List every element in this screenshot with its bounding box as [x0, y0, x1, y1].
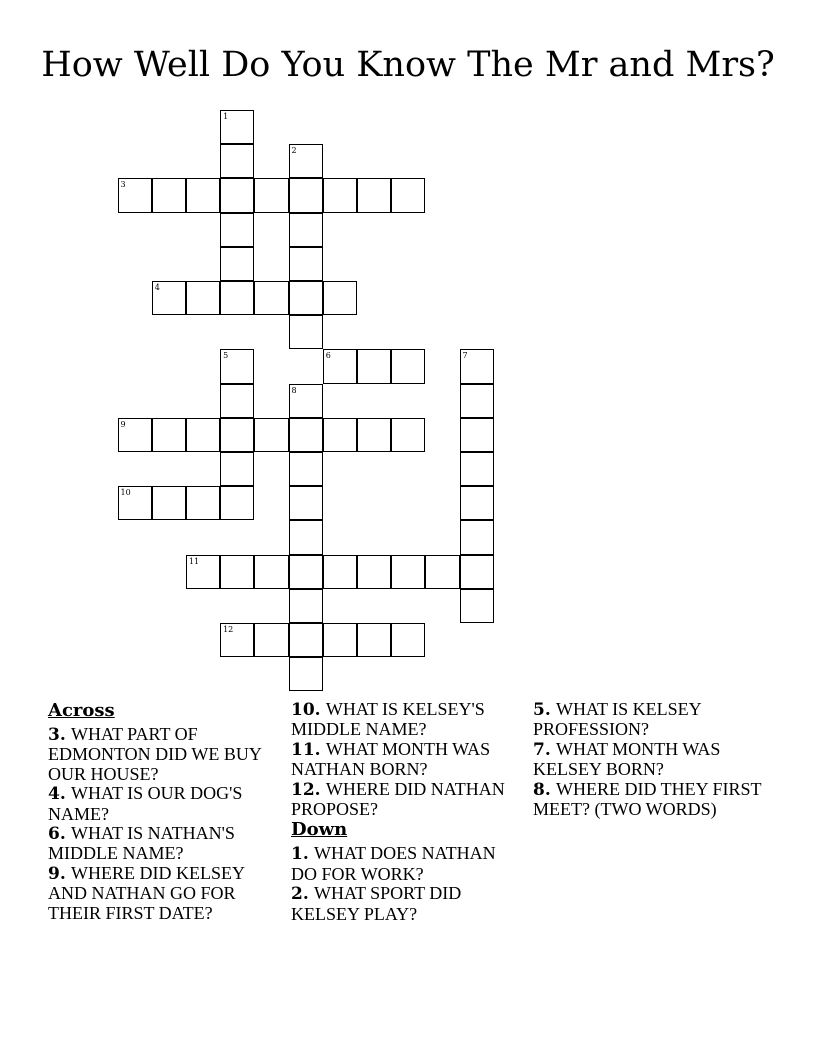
grid-cell[interactable] [220, 349, 254, 383]
clue-item [533, 700, 773, 740]
clue-item-number: 4. [48, 784, 66, 805]
grid-cell[interactable] [460, 452, 494, 486]
grid-cell[interactable] [460, 384, 494, 418]
clue-item-number: 1. [291, 844, 309, 865]
clue-item [48, 864, 278, 923]
clue-item-text: WHAT MONTH WAS NATHAN BORN? [291, 738, 491, 780]
grid-cell[interactable] [118, 418, 152, 452]
grid-cell[interactable] [254, 281, 288, 315]
clue-number: 4 [154, 283, 160, 292]
grid-cell[interactable] [220, 555, 254, 589]
grid-cell[interactable] [460, 555, 494, 589]
grid-cell[interactable] [391, 349, 425, 383]
clue-item-number: 2. [291, 884, 309, 905]
clue-item-text: WHAT DOES NATHAN DO FOR WORK? [291, 843, 496, 884]
clue-item-text: WHERE DID NATHAN PROPOSE? [291, 778, 505, 820]
clue-number: 5 [223, 351, 229, 361]
grid-cell[interactable] [289, 657, 323, 691]
grid-cell[interactable] [289, 520, 323, 554]
grid-cell[interactable] [357, 623, 391, 657]
grid-cell[interactable] [220, 418, 254, 452]
grid-cell[interactable] [254, 418, 288, 452]
grid-cell[interactable] [357, 349, 391, 383]
clue-item-text: WHERE DID KELSEY AND NATHAN GO FOR THEIR FIRST DATE? [48, 862, 245, 923]
clue-number: 11 [188, 556, 200, 566]
grid-cell[interactable] [152, 486, 186, 520]
grid-cell[interactable] [220, 247, 254, 281]
clue-item [291, 740, 521, 780]
grid-cell[interactable] [220, 623, 254, 657]
grid-cell[interactable] [220, 178, 254, 212]
clue-item-number: 9. [48, 863, 66, 884]
grid-cell[interactable] [323, 349, 357, 383]
clue-number: 6 [325, 351, 331, 361]
grid-cell[interactable] [152, 178, 186, 212]
clue-item [291, 884, 521, 924]
clue-item-text: WHAT SPORT DID KELSEY PLAY? [291, 883, 462, 924]
clue-item-text: WHAT MONTH WAS KELSEY BORN? [533, 738, 721, 780]
clue-item-text: WHERE DID THEY FIRST MEET? (TWO WORDS) [533, 778, 762, 820]
grid-cell[interactable] [391, 623, 425, 657]
grid-cell[interactable] [186, 555, 220, 589]
grid-cell[interactable] [289, 418, 323, 452]
grid-cell[interactable] [254, 178, 288, 212]
grid-cell[interactable] [186, 281, 220, 315]
grid-cell[interactable] [220, 486, 254, 520]
clue-item-number: 3. [48, 725, 66, 745]
clue-item-text: WHAT IS KELSEY'S MIDDLE NAME? [291, 699, 485, 740]
clue-item-number: 5. [533, 700, 551, 720]
clue-item [291, 780, 521, 820]
clue-item-number: 12. [291, 779, 321, 800]
across-heading: Across [48, 700, 115, 721]
grid-cell[interactable] [118, 178, 152, 212]
grid-cell[interactable] [186, 486, 220, 520]
grid-cell[interactable] [289, 315, 323, 349]
grid-cell[interactable] [289, 555, 323, 589]
clue-item-text: WHAT PART OF EDMONTON DID WE BUY OUR HOUSE? [48, 724, 262, 784]
grid-cell[interactable] [220, 213, 254, 247]
grid-cell[interactable] [425, 555, 459, 589]
clue-column-2 [291, 700, 521, 924]
grid-cell[interactable] [391, 555, 425, 589]
clue-item-text: WHAT IS OUR DOG'S NAME? [48, 783, 243, 824]
grid-cell[interactable] [220, 281, 254, 315]
grid-cell[interactable] [220, 452, 254, 486]
clue-number: 1 [223, 112, 229, 121]
grid-cell[interactable] [220, 144, 254, 178]
clue-item [291, 700, 521, 740]
grid-cell[interactable] [289, 178, 323, 212]
clue-item-number: 6. [48, 824, 66, 845]
grid-cell[interactable] [289, 213, 323, 247]
grid-cell[interactable] [289, 486, 323, 520]
clue-item-number: 8. [533, 779, 551, 800]
grid-cell[interactable] [152, 418, 186, 452]
grid-cell[interactable] [460, 589, 494, 623]
grid-cell[interactable] [357, 555, 391, 589]
grid-cell[interactable] [391, 418, 425, 452]
grid-cell[interactable] [460, 418, 494, 452]
clue-item [48, 725, 278, 784]
grid-cell[interactable] [152, 281, 186, 315]
grid-cell[interactable] [460, 349, 494, 383]
clue-item-number: 7. [533, 739, 551, 760]
clue-item-number: 10. [291, 700, 321, 720]
grid-cell[interactable] [323, 281, 357, 315]
clue-item [48, 784, 278, 824]
grid-cell[interactable] [220, 110, 254, 144]
clue-number: 7 [462, 351, 468, 361]
clue-column-3 [533, 700, 773, 819]
clue-number: 3 [120, 180, 126, 190]
grid-cell[interactable] [254, 555, 288, 589]
grid-cell[interactable] [460, 486, 494, 520]
page-title: How Well Do You Know The Mr and Mrs? [41, 45, 775, 85]
clue-number: 10 [120, 488, 131, 498]
grid-cell[interactable] [357, 178, 391, 212]
clue-column-1 [48, 700, 278, 923]
grid-cell[interactable] [323, 555, 357, 589]
grid-cell[interactable] [460, 520, 494, 554]
clue-item-text: WHAT IS NATHAN'S MIDDLE NAME? [48, 823, 235, 864]
clue-number: 2 [291, 146, 297, 156]
clue-number: 9 [120, 419, 126, 429]
down-heading: Down [291, 819, 348, 841]
clue-number: 8 [291, 385, 297, 395]
grid-cell[interactable] [254, 623, 288, 657]
clue-item-text: WHAT IS KELSEY PROFESSION? [533, 699, 701, 740]
grid-cell[interactable] [186, 178, 220, 212]
grid-cell[interactable] [118, 486, 152, 520]
grid-cell[interactable] [289, 589, 323, 623]
clue-item [533, 740, 773, 780]
grid-cell[interactable] [323, 623, 357, 657]
clue-item [48, 824, 278, 864]
grid-cell[interactable] [289, 384, 323, 418]
clue-item [291, 844, 521, 884]
clue-item [533, 780, 773, 820]
grid-cell[interactable] [289, 623, 323, 657]
grid-cell[interactable] [186, 418, 220, 452]
grid-cell[interactable] [323, 178, 357, 212]
grid-cell[interactable] [289, 144, 323, 178]
grid-cell[interactable] [357, 418, 391, 452]
grid-cell[interactable] [220, 384, 254, 418]
clue-item-number: 11. [291, 739, 321, 760]
grid-cell[interactable] [323, 418, 357, 452]
grid-cell[interactable] [391, 178, 425, 212]
clue-number: 12 [223, 625, 234, 634]
grid-cell[interactable] [289, 281, 323, 315]
grid-cell[interactable] [289, 247, 323, 281]
grid-cell[interactable] [289, 452, 323, 486]
